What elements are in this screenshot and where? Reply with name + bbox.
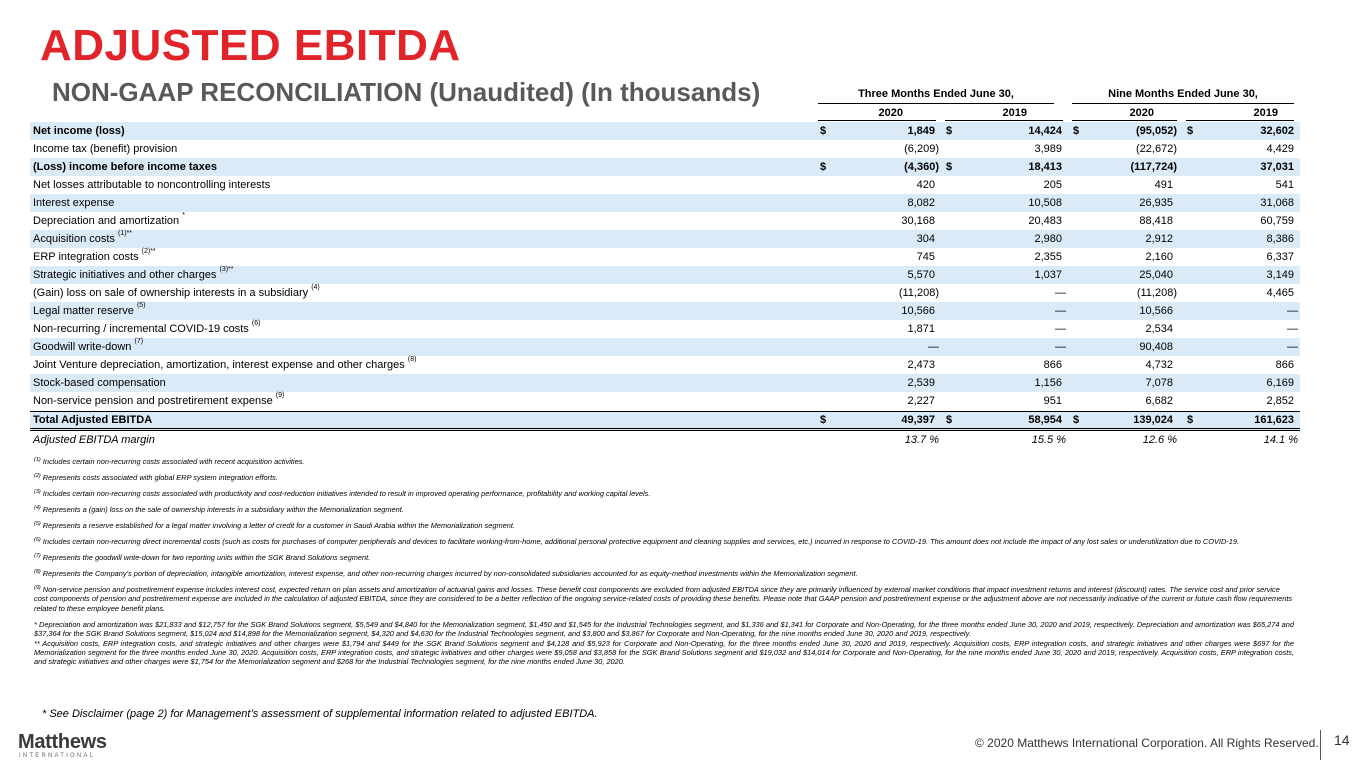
- table-cell: 2,227: [907, 395, 935, 407]
- row-label-text: Depreciation and amortization: [33, 215, 180, 227]
- table-cell: —: [1055, 341, 1066, 353]
- footnote-text: Represents costs associated with global ERP system integration efforts.: [42, 473, 278, 482]
- dollar-sign: $: [820, 125, 827, 137]
- table-cell: 420: [916, 179, 935, 191]
- table-cell: —: [928, 341, 939, 353]
- page-number: 14: [1334, 732, 1350, 748]
- footnote: [34, 553, 1294, 562]
- row-label: [33, 412, 152, 428]
- table-cell: 20,483: [1028, 215, 1062, 227]
- dollar-sign: $: [820, 414, 827, 426]
- footnote: [34, 585, 1294, 613]
- footnote: [34, 537, 1294, 546]
- dollar-sign: $: [1187, 125, 1194, 137]
- row-label-text: (Gain) loss on sale of ownership interests in a subsidiary: [33, 287, 309, 299]
- footnote-ref: (6): [251, 320, 261, 327]
- table-cell: 49,397: [901, 414, 935, 426]
- row-label-text: Total Adjusted EBITDA: [33, 414, 153, 426]
- table-cell: (11,208): [898, 287, 939, 299]
- table-cell: 2,534: [1145, 323, 1173, 335]
- year-rule: [1072, 120, 1177, 121]
- table-cell: (6,209): [904, 143, 939, 155]
- table-cell: 8,386: [1266, 233, 1294, 245]
- header-nine-months: Nine Months Ended June 30,: [1108, 88, 1258, 100]
- row-label: [33, 284, 320, 302]
- table-row: [30, 158, 1300, 176]
- asterisk-note: * Depreciation and amortization was $21,833 and $12,757 for the SGK Brand Solutions segment, $5,549 and $4,840 for the Memorialization segment, $1,450 and $1,545 for the Industrial Technologies segment, and $1,336 and $1,341 for Corporate and Non-Operating, for the three months ended June 30, 2020 and 2019, respectively. Depreciation and amortization was $65,274 and $37,364 for the SGK Brand Solutions segment, $15,024 and $14,898 for the Memorialization segment, $4,320 and $4,630 for the Industrial Technologies segment, and $3,800 and $3,867 for Corporate and Non-Operating, for the nine months ended June 30, 2020 and 2019, respectively.: [34, 619, 1294, 639]
- table-cell: 2,912: [1145, 233, 1173, 245]
- table-cell: 26,935: [1139, 197, 1173, 209]
- footnote-text: Represents a reserve established for a legal matter involving a letter of credit for a customer in Saudi Arabia within the Memorialization segment.: [42, 521, 515, 530]
- footnote: [34, 505, 1294, 514]
- table-cell: 13.7 %: [904, 434, 939, 446]
- table-row: [30, 284, 1300, 302]
- table-row: [30, 266, 1300, 284]
- footnote-text: Represents a (gain) loss on the sale of ownership interests in a subsidiary within the Memorialization segment.: [42, 505, 404, 514]
- row-label: [33, 194, 114, 212]
- table-cell: 1,871: [907, 323, 935, 335]
- table-cell: 90,408: [1139, 341, 1173, 353]
- table-cell: 951: [1043, 395, 1062, 407]
- table-cell: 30,168: [901, 215, 935, 227]
- company-logo: Matthews: [18, 731, 107, 753]
- header-rule-three: [818, 103, 1054, 104]
- row-label: [33, 230, 132, 248]
- row-label-text: Non-service pension and postretirement expense: [33, 395, 273, 407]
- dollar-sign: $: [1073, 125, 1080, 137]
- dollar-sign: $: [946, 414, 953, 426]
- table-cell: 2,473: [907, 359, 935, 371]
- table-cell: 866: [1043, 359, 1062, 371]
- table-cell: —: [1287, 323, 1298, 335]
- footnote-ref: (3)**: [219, 266, 234, 273]
- row-label-text: ERP integration costs: [33, 251, 139, 263]
- table-cell: 10,566: [1139, 305, 1173, 317]
- footnote-text: Includes certain non-recurring costs associated with recent acquisition activities.: [42, 457, 305, 466]
- disclaimer: * See Disclaimer (page 2) for Management’s assessment of supplemental information related to adjusted EBITDA.: [42, 708, 598, 720]
- footnote: [34, 457, 1294, 466]
- table-cell: 7,078: [1145, 377, 1173, 389]
- dollar-sign: $: [1187, 414, 1194, 426]
- footnote-marker: (4): [34, 505, 41, 511]
- table-cell: 25,040: [1139, 269, 1173, 281]
- table-cell: 32,602: [1260, 125, 1294, 137]
- page-title: ADJUSTED EBITDA: [40, 21, 461, 70]
- table-cell: 1,156: [1034, 377, 1062, 389]
- table-row: [30, 411, 1300, 431]
- table-row: [30, 212, 1300, 230]
- table-cell: 31,068: [1260, 197, 1294, 209]
- row-label-text: Joint Venture depreciation, amortization, interest expense and other charges: [33, 359, 405, 371]
- footnote-ref: (9): [275, 392, 285, 399]
- table-cell: 139,024: [1133, 414, 1173, 426]
- table-cell: 5,570: [907, 269, 935, 281]
- table-row: [30, 248, 1300, 266]
- table-cell: 8,082: [907, 197, 935, 209]
- table-cell: —: [1055, 305, 1066, 317]
- table-cell: 6,169: [1266, 377, 1294, 389]
- footnote-marker: (5): [34, 521, 41, 527]
- row-label-text: Goodwill write-down: [33, 341, 132, 353]
- footnote-text: Non-service pension and postretirement expense includes interest cost, expected return on plan assets and amortization of actuarial gains and losses. These benefit cost components are excluded from adjusted EBITDA since they are primarily influenced by external market conditions that impact investment returns and interest (discount) rates. The service cost and prior service cost components of pension and postretirement expense are included in the calculation of adjusted EBITDA, since they are considered to be a better reflection of the ongoing service-related costs of providing these benefits. Please note that GAAP pension and postretirement expense or the adjustment above are not necessarily indicative of the current or future cash flow requirements related to these employee benefit plans.: [34, 585, 1293, 613]
- footnote-ref: (4): [311, 284, 320, 291]
- table-cell: 12.6 %: [1142, 434, 1177, 446]
- footnote-text: Represents the Company's portion of depreciation, intangible amortization, interest expense, and other non-recurring charges incurred by non-consolidated subsidiaries accounted for as equity-method investments within the Memorialization segment.: [42, 569, 858, 578]
- reconciliation-table: [30, 122, 1300, 449]
- footnote-marker: (8): [34, 569, 41, 575]
- table-cell: 15.5 %: [1031, 434, 1066, 446]
- row-label: [33, 302, 146, 320]
- table-cell: 4,465: [1266, 287, 1294, 299]
- dollar-sign: $: [946, 125, 953, 137]
- row-label-text: Strategic initiatives and other charges: [33, 269, 217, 281]
- table-cell: (95,052): [1136, 125, 1177, 137]
- copyright-notice: © 2020 Matthews International Corporation. All Rights Reserved.: [975, 736, 1319, 750]
- row-label: [33, 266, 234, 284]
- table-row: [30, 374, 1300, 392]
- asterisk-note: ** Acquisition costs, ERP integration costs, and strategic initiatives and other charges were $1,794 and $449 for the SGK Brand Solutions segment and $4,128 and $5,923 for Corporate and Non-Operating, for the three months ended June 30, 2020 and 2019, respectively. Acquisition costs, ERP integration costs, and strategic initiatives and other charges were $697 for the Memorialization segment for the three months ended June 30, 2020. Acquisition costs, ERP integration costs, and strategic initiatives and other charges were $9,058 and $3,858 for the SGK Brand Solutions segment and $19,032 and $14,014 for Corporate and Non-Operating, for the nine months ended June 30, 2020 and 2019, respectively. Acquisition costs, ERP integration costs, and strategic initiatives and other charges were $1,754 for the Memorialization segment and $268 for the Industrial Technologies segment, for the nine months ended June 30, 2020.: [34, 638, 1294, 667]
- row-label: [33, 140, 177, 158]
- table-cell: 10,566: [901, 305, 935, 317]
- row-label: [33, 374, 166, 392]
- year-rule: [818, 120, 936, 121]
- table-row: [30, 431, 1300, 449]
- company-logo-subtitle: INTERNATIONAL: [19, 753, 96, 759]
- table-cell: 866: [1275, 359, 1294, 371]
- table-cell: 541: [1275, 179, 1294, 191]
- row-label-text: Acquisition costs: [33, 233, 115, 245]
- table-cell: 161,623: [1254, 414, 1294, 426]
- table-cell: 88,418: [1139, 215, 1173, 227]
- row-label: [33, 122, 125, 140]
- table-row: [30, 302, 1300, 320]
- table-cell: 2,852: [1266, 395, 1294, 407]
- table-cell: 745: [916, 251, 935, 263]
- dollar-sign: $: [1073, 414, 1080, 426]
- row-label-text: Net income (loss): [33, 125, 125, 137]
- table-cell: 3,149: [1266, 269, 1294, 281]
- year-rule: [945, 120, 1063, 121]
- year-header: 2019: [1002, 107, 1027, 119]
- footnote-text: Includes certain non-recurring costs associated with productivity and cost-reduction initiatives intended to result in improved operating performance, profitability and working capital levels.: [42, 489, 651, 498]
- header-rule-nine: [1072, 103, 1294, 104]
- year-rule: [1186, 120, 1294, 121]
- footnote: [34, 489, 1294, 498]
- row-label: [33, 158, 217, 176]
- table-cell: 6,337: [1266, 251, 1294, 263]
- table-cell: 58,954: [1028, 414, 1062, 426]
- footer-divider: [1320, 730, 1321, 760]
- table-cell: 3,989: [1034, 143, 1062, 155]
- footnote-marker: (9): [34, 585, 41, 591]
- row-label-text: Non-recurring / incremental COVID-19 costs: [33, 323, 249, 335]
- table-row: [30, 176, 1300, 194]
- footnote: [34, 473, 1294, 482]
- footnote-ref: (8): [407, 356, 417, 363]
- table-cell: 37,031: [1260, 161, 1294, 173]
- footnote-ref: (1)**: [118, 230, 133, 237]
- table-cell: 1,849: [907, 125, 935, 137]
- table-row: [30, 194, 1300, 212]
- row-label: [33, 338, 143, 356]
- table-cell: 491: [1154, 179, 1173, 191]
- year-header: 2020: [878, 107, 903, 119]
- header-three-months: Three Months Ended June 30,: [858, 88, 1014, 100]
- footnote-marker: (3): [34, 489, 41, 495]
- table-cell: (22,672): [1136, 143, 1177, 155]
- year-header: 2020: [1129, 107, 1154, 119]
- table-cell: 2,355: [1034, 251, 1062, 263]
- table-cell: —: [1055, 287, 1066, 299]
- footnote-ref: *: [182, 212, 185, 219]
- table-cell: 2,539: [907, 377, 935, 389]
- footnote-marker: (1): [34, 457, 41, 463]
- table-row: [30, 356, 1300, 374]
- table-cell: 1,037: [1034, 269, 1062, 281]
- row-label-text: (Loss) income before income taxes: [33, 161, 217, 173]
- row-label: [33, 248, 156, 266]
- footnote-marker: (7): [34, 553, 41, 559]
- footnote-marker: (2): [34, 473, 41, 479]
- table-cell: —: [1287, 341, 1298, 353]
- row-label-text: Adjusted EBITDA margin: [33, 434, 155, 446]
- footnote-text: Represents the goodwill write-down for two reporting units within the SGK Brand Solutions segment.: [42, 553, 371, 562]
- table-cell: 14,424: [1028, 125, 1062, 137]
- table-cell: 304: [916, 233, 935, 245]
- table-row: [30, 392, 1300, 410]
- table-cell: 2,160: [1145, 251, 1173, 263]
- page-subtitle: NON-GAAP RECONCILIATION (Unaudited) (In thousands): [52, 77, 761, 107]
- table-cell: 4,429: [1266, 143, 1294, 155]
- table-row: [30, 338, 1300, 356]
- footnote-ref: (2)**: [141, 248, 156, 255]
- table-cell: (117,724): [1130, 161, 1177, 173]
- row-label: [33, 212, 185, 230]
- row-label: [33, 320, 260, 338]
- row-label: [33, 356, 416, 374]
- dollar-sign: $: [946, 161, 953, 173]
- footnote: [34, 521, 1294, 530]
- table-cell: —: [1287, 305, 1298, 317]
- row-label-text: Legal matter reserve: [33, 305, 134, 317]
- footnote-ref: (7): [134, 338, 144, 345]
- table-row: [30, 230, 1300, 248]
- row-label-text: Stock-based compensation: [33, 377, 166, 389]
- table-cell: 10,508: [1028, 197, 1062, 209]
- row-label-text: Income tax (benefit) provision: [33, 143, 178, 155]
- table-cell: (11,208): [1136, 287, 1177, 299]
- footnote-marker: (6): [34, 537, 41, 543]
- row-label: [33, 392, 284, 410]
- year-header: 2019: [1253, 107, 1278, 119]
- table-row: [30, 122, 1300, 140]
- table-cell: 205: [1043, 179, 1062, 191]
- footnotes: [34, 457, 1294, 667]
- table-row: [30, 320, 1300, 338]
- row-label: [33, 431, 155, 449]
- table-cell: 4,732: [1145, 359, 1173, 371]
- footnote-ref: (5): [136, 302, 146, 309]
- table-cell: 14.1 %: [1263, 434, 1298, 446]
- dollar-sign: $: [820, 161, 827, 173]
- table-cell: —: [1055, 323, 1066, 335]
- table-cell: 2,980: [1034, 233, 1062, 245]
- table-cell: (4,360): [904, 161, 939, 173]
- row-label-text: Net losses attributable to noncontrolling interests: [33, 179, 271, 191]
- table-row: [30, 140, 1300, 158]
- table-cell: 6,682: [1145, 395, 1173, 407]
- footnote: [34, 569, 1294, 578]
- row-label: [33, 176, 270, 194]
- row-label-text: Interest expense: [33, 197, 115, 209]
- table-cell: 18,413: [1028, 161, 1062, 173]
- footnote-text: Includes certain non-recurring direct incremental costs (such as costs for purchases of computer peripherals and devices to facilitate working-from-home, additional personal protective equipment and cleaning supplies and services, etc.) incurred in response to COVID-19. This amount does not include the impact of any lost sales or underutilization due to COVID-19.: [42, 537, 1240, 546]
- table-cell: 60,759: [1260, 215, 1294, 227]
